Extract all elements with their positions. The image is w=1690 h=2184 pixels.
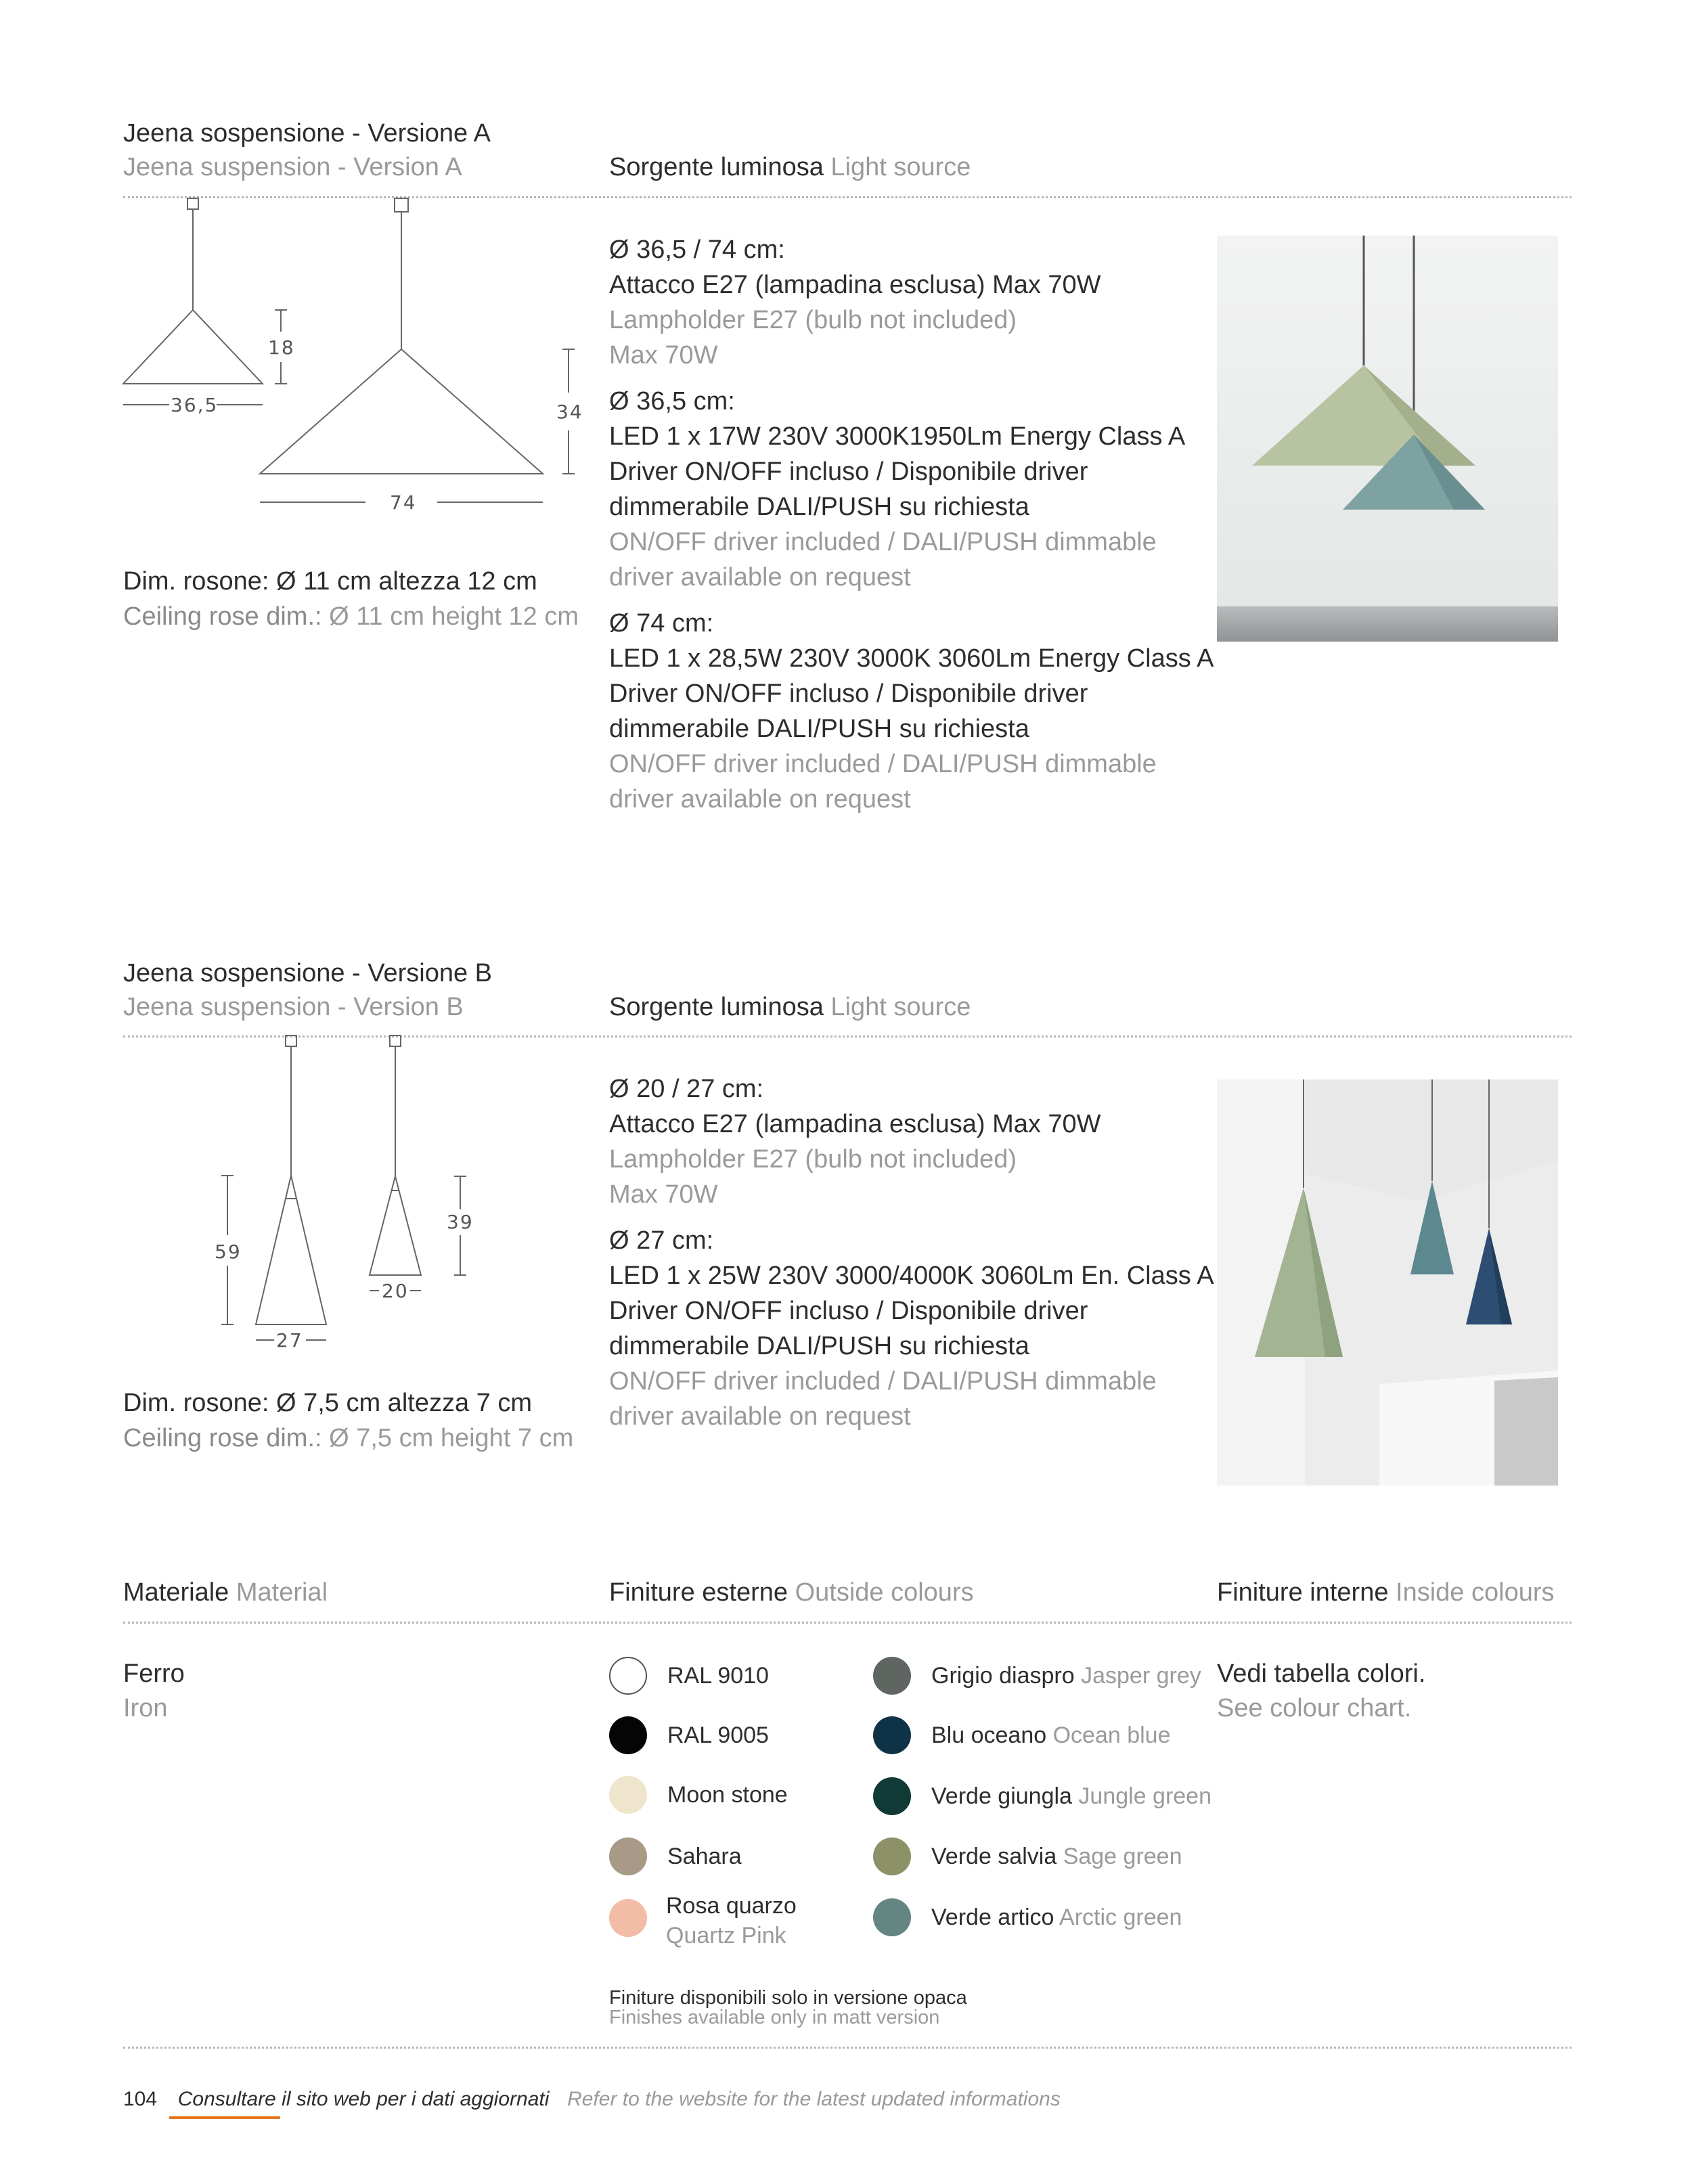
finishes-note-en: Finishes available only in matt version (609, 2007, 940, 2028)
dim-diameter-small: 20 (382, 1280, 409, 1302)
dim-diameter-large: 74 (390, 491, 417, 514)
outside-colours-heading: Finiture esterne Outside colours (609, 1578, 974, 1607)
product-photo-version-b (1217, 1079, 1558, 1486)
section-b-subtitle: Jeena suspension - Version B (123, 993, 464, 1021)
spec-block: Ø 36,5 cm: LED 1 x 17W 230V 3000K1950Lm Energy Class A Driver ON/OFF incluso / Disponibile driver dimmerabile DALI/PUSH su richiesta ON/OFF driver included / DALI/PUSH dimmable driver available on request (609, 387, 1186, 592)
colour-swatch (609, 1657, 647, 1695)
material-value-en: Iron (123, 1694, 168, 1722)
light-source-label-en: Light source (830, 993, 971, 1021)
colour-label: Verde artico Arctic green (931, 1904, 1182, 1930)
spec-block: Ø 74 cm: LED 1 x 28,5W 230V 3000K 3060Lm Energy Class A Driver ON/OFF incluso / Disponibile driver dimmerabile DALI/PUSH su richiesta ON/OFF driver included / DALI/PUSH dimmable driver available on request (609, 609, 1214, 814)
dim-height-large: 59 (215, 1241, 242, 1263)
cone-large (260, 349, 543, 474)
colour-label: Rosa quarzo (666, 1893, 797, 1919)
ceiling-rose-small (187, 198, 198, 209)
section-a-subtitle: Jeena suspension - Version A (123, 153, 462, 181)
spec-block: Ø 36,5 / 74 cm: Attacco E27 (lampadina esclusa) Max 70W Lampholder E27 (bulb not included) Max 70W (609, 236, 1101, 370)
colour-swatch (873, 1657, 911, 1695)
light-source-label-it: Sorgente luminosa (609, 153, 824, 181)
section-a-title: Jeena sospensione - Versione A (123, 119, 491, 148)
colour-swatch (873, 1777, 911, 1815)
footer (123, 2086, 1061, 2113)
colour-label: Moon stone (667, 1782, 788, 1808)
finishes-note-it: Finiture disponibili solo in versione opaca (609, 1987, 967, 2009)
footer-accent-line (169, 2116, 280, 2119)
spec-block: Ø 20 / 27 cm: Attacco E27 (lampadina esclusa) Max 70W Lampholder E27 (bulb not included) Max 70W (609, 1075, 1101, 1209)
divider (123, 1622, 1572, 1624)
divider (123, 2047, 1572, 2049)
material-value-it: Ferro (123, 1659, 185, 1688)
colour-label: Verde salvia Sage green (931, 1844, 1182, 1869)
page-number: 104 (123, 2088, 158, 2110)
light-source-label-it: Sorgente luminosa (609, 993, 824, 1021)
footer-note-en: Refer to the website for the latest updated informations (567, 2088, 1061, 2110)
section-a-light-source-heading (609, 150, 971, 184)
spec-block: Ø 27 cm: LED 1 x 25W 230V 3000/4000K 3060Lm En. Class A Driver ON/OFF incluso / Disponibile driver dimmerabile DALI/PUSH su richiesta ON/OFF driver included / DALI/PUSH dimmable driver available on request (609, 1226, 1214, 1431)
ceiling-rose-dimensions-it: Dim. rosone: Ø 11 cm altezza 12 cm (123, 567, 537, 596)
dim-diameter-large: 27 (276, 1329, 303, 1352)
ceiling-rose-large (286, 1035, 296, 1046)
colour-label: RAL 9005 (667, 1722, 769, 1748)
dim-diameter-small: 36,5 (171, 394, 219, 416)
colour-swatch (873, 1898, 911, 1936)
colour-swatch (873, 1716, 911, 1754)
colour-swatch (609, 1899, 647, 1937)
light-source-specs-b (609, 1071, 1214, 1434)
ceiling-rose-dimensions-en: Ceiling rose dim.: Ø 11 cm height 12 cm (123, 602, 579, 631)
section-b-title: Jeena sospensione - Versione B (123, 959, 493, 987)
footer-note-it: Consultare il sito web per i dati aggiornati (177, 2088, 550, 2110)
light-source-label-en: Light source (830, 153, 971, 181)
ceiling-rose-large (395, 198, 408, 212)
inside-colours-value-it: Vedi tabella colori. (1217, 1659, 1426, 1688)
inside-colours-value-en: See colour chart. (1217, 1694, 1412, 1722)
ceiling-rose-dimensions-en: Ceiling rose dim.: Ø 7,5 cm height 7 cm (123, 1424, 574, 1452)
product-photo-version-a (1217, 236, 1558, 642)
inside-colours-heading: Finiture interne Inside colours (1217, 1578, 1555, 1607)
colour-label: Blu oceano Ocean blue (931, 1722, 1171, 1748)
dim-height-small: 39 (447, 1211, 474, 1233)
colour-label: Verde giungla Jungle green (931, 1783, 1212, 1809)
technical-drawing-version-b (196, 1032, 494, 1364)
colour-swatch (873, 1837, 911, 1875)
technical-drawing-version-a (115, 196, 602, 521)
light-source-specs-a (609, 232, 1214, 817)
colour-label: RAL 9010 (667, 1663, 769, 1689)
colour-label-en: Quartz Pink (666, 1923, 786, 1948)
ceiling-rose-dimensions-it: Dim. rosone: Ø 7,5 cm altezza 7 cm (123, 1389, 532, 1417)
colour-swatch (609, 1776, 647, 1814)
colour-label: Grigio diaspro Jasper grey (931, 1663, 1201, 1689)
dim-height-large: 34 (556, 401, 583, 423)
colour-swatch (609, 1716, 647, 1754)
section-b-light-source-heading (609, 990, 971, 1024)
dim-height-small: 18 (268, 336, 295, 359)
ceiling-rose-small (390, 1035, 401, 1046)
cone-small (123, 310, 263, 384)
colour-label: Sahara (667, 1844, 742, 1869)
material-heading: Materiale Material (123, 1578, 328, 1607)
colour-swatch (609, 1837, 647, 1875)
